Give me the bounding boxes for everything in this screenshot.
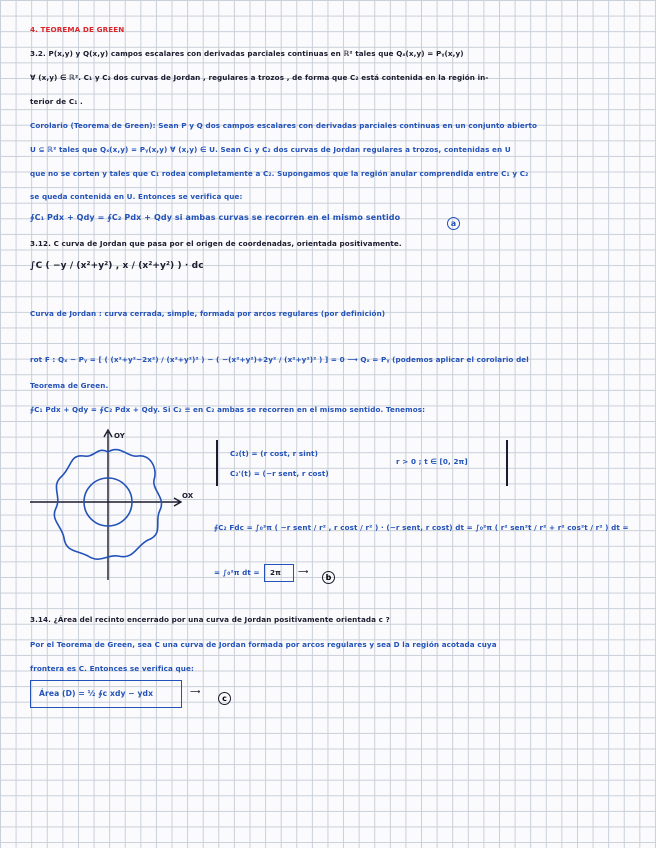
ex312-def: Curva de Jordan : curva cerrada, simple, formada por arcos regulares (por definición) bbox=[30, 309, 386, 318]
ex314-line2: Por el Teorema de Green, sea C una curva de Jordan formada por arcos regulares y sea D la región acotada cuya bbox=[30, 640, 497, 649]
result-box: 2π bbox=[264, 564, 294, 582]
section-title: 4. TEOREMA DE GREEN bbox=[30, 25, 125, 34]
corollary-line2: U ⊆ ℝ² tales que Qₓ(x,y) = Pᵧ(x,y) ∀ (x,y) ∈ U. Sean C₁ y C₂ dos curvas de Jordan regulares a trozos, contenidas en U bbox=[30, 145, 511, 154]
ex312-rot1: rot F : Qₓ − Pᵧ = [ ( (x²+y²−2x²) / (x²+y²)² ) − ( −(x²+y²)+2y² / (x²+y²)² ) ] = 0 ⟶ Qₓ = Pᵧ (podemos aplicar el corolario del bbox=[30, 355, 529, 364]
jordan-curve-diagram bbox=[24, 424, 204, 584]
calc2: = ∫₀²π dt = bbox=[214, 568, 260, 577]
ex312-line1: 3.12. C curva de Jordan que pasa por el origen de coordenadas, orientada positivamente. bbox=[30, 239, 402, 248]
corollary-line1: Corolario (Teorema de Green): Sean P y Q dos campos escalares con derivadas parciales continuas en un conjunto abierto bbox=[30, 121, 538, 130]
arrow-c: ⟶ bbox=[190, 687, 201, 696]
corollary-line3: que no se corten y tales que C₁ rodea completamente a C₂. Supongamos que la región anular comprendida entre C₁ y C₂ bbox=[30, 169, 529, 178]
param1: C₂(t) = (r cost, r sint) bbox=[230, 449, 318, 458]
ex312-line-eq: ∮C₁ Pdx + Qdy = ∮C₂ Pdx + Qdy. Si C₂ ≡ en C₂ ambas se recorren en el mismo sentido. Tenemos: bbox=[30, 405, 426, 414]
ex32-line3: terior de C₁ . bbox=[30, 97, 83, 106]
arrow-b: ⟶ bbox=[298, 567, 309, 576]
ex312-integral: ∫C ( −y / (x²+y²) , x / (x²+y²) ) · dc bbox=[30, 261, 204, 271]
corollary-line4: se queda contenida en U. Entonces se verifica que: bbox=[30, 192, 243, 201]
ex314-line1: 3.14. ¿Área del recinto encerrado por una curva de Jordan positivamente orientada c ? bbox=[30, 615, 390, 624]
label-b: b bbox=[322, 565, 335, 584]
param-cond: r > 0 ; t ∈ [0, 2π] bbox=[396, 457, 468, 466]
calc1: ∮C₂ Fdc = ∫₀²π ( −r sent / r² , r cost / r² ) · (−r sent, r cost) dt = ∫₀²π ( r² sen²t / r² + r² cos²t / r² ) dt = bbox=[214, 523, 629, 532]
ex32-line2: ∀ (x,y) ∈ ℝ². C₁ y C₂ dos curvas de Jordan , regulares a trozos , de forma que C₂ está contenida en la región in- bbox=[30, 73, 489, 82]
axis-y-label: OY bbox=[114, 432, 125, 440]
ex32-line1: 3.2. P(x,y) y Q(x,y) campos escalares con derivadas parciales continuas en ℝ² tales que Qₓ(x,y) = Pᵧ(x,y) bbox=[30, 49, 464, 58]
param-bar-right bbox=[506, 440, 508, 486]
area-formula-box: Área (D) = ½ ∮c xdy − ydx bbox=[30, 680, 182, 708]
ex312-rot2: Teorema de Green. bbox=[30, 381, 109, 390]
label-c: c bbox=[218, 686, 231, 705]
label-a: a bbox=[447, 211, 460, 230]
corollary-formula: ∮C₁ Pdx + Qdy = ∮C₂ Pdx + Qdy si ambas curvas se recorren en el mismo sentido bbox=[30, 213, 401, 222]
param-bar-left bbox=[216, 440, 218, 486]
param2: C₂'(t) = (−r sent, r cost) bbox=[230, 469, 329, 478]
ex314-line3: frontera es C. Entonces se verifica que: bbox=[30, 664, 194, 673]
axis-x-label: OX bbox=[182, 492, 194, 500]
